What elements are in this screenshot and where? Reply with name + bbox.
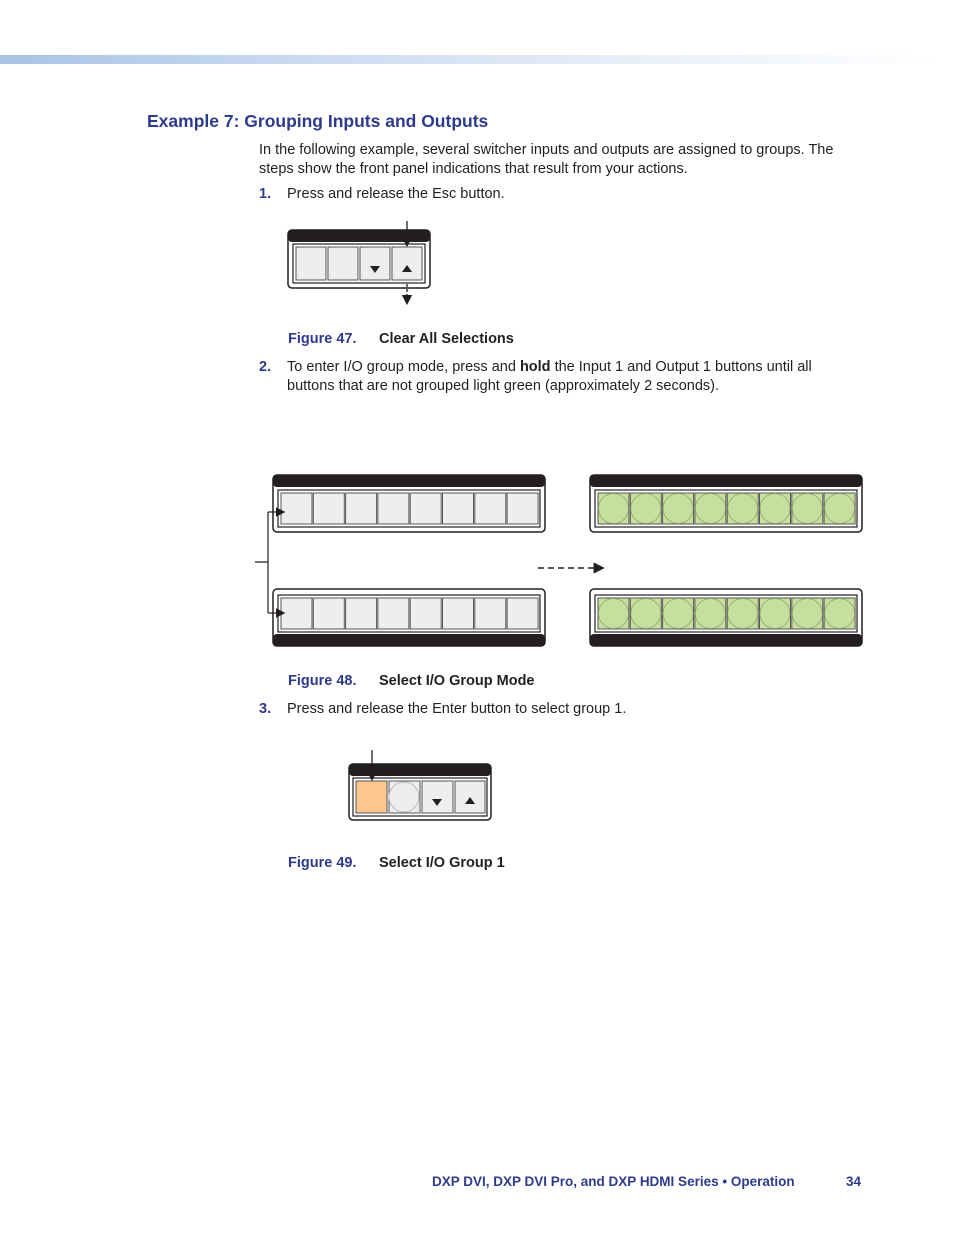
- panel-button: [313, 493, 344, 524]
- panel-button: [507, 493, 538, 524]
- panel-top-strip: [288, 230, 430, 242]
- panel-button: [378, 598, 409, 629]
- panel-button: [281, 598, 312, 629]
- intro-paragraph: In the following example, several switcher inputs and outputs are assigned to groups. The steps show the front panel indications that result from your actions.: [259, 142, 834, 177]
- panel-button: [328, 247, 358, 280]
- panel-button: [410, 493, 441, 524]
- page-footer: DXP DVI, DXP DVI Pro, and DXP HDMI Series • Operation: [432, 1174, 795, 1189]
- figure-title: Clear All Selections: [379, 331, 514, 347]
- panel-button: [410, 598, 441, 629]
- panel-top-strip: [349, 764, 491, 776]
- step-text: Press and release the Enter button to select group 1.: [287, 701, 627, 717]
- up-esc-button: [392, 247, 422, 280]
- figure-49-caption: [288, 855, 505, 871]
- step-text: To enter I/O group mode, press and hold the Input 1 and Output 1 buttons until all buttons that are not grouped light green (approximately 2 seconds).: [287, 359, 812, 394]
- panel-button: [443, 493, 474, 524]
- panel-button: [296, 247, 326, 280]
- panel-button: [346, 598, 377, 629]
- figure-title: Select I/O Group 1: [379, 855, 505, 871]
- panel-strip: [273, 634, 545, 646]
- figure-title: Select I/O Group Mode: [379, 673, 535, 689]
- enter-button-lit: [356, 781, 387, 813]
- panel-button: [281, 493, 312, 524]
- figure-48-caption: [288, 673, 535, 689]
- panel-button: [475, 493, 506, 524]
- step-number: 3.: [259, 701, 272, 717]
- panel-button: [475, 598, 506, 629]
- step-number: 1.: [259, 186, 272, 202]
- panel-button: [378, 493, 409, 524]
- figure-number: Figure 48.: [288, 673, 357, 689]
- output-buttons-before: [273, 589, 545, 646]
- figure-47-caption: [288, 331, 514, 347]
- panel-button: [346, 493, 377, 524]
- panel-strip: [590, 634, 862, 646]
- figure-49-enter-panel: [340, 748, 500, 828]
- panel-button: [443, 598, 474, 629]
- input-buttons-before: [273, 475, 545, 532]
- section-heading: Example 7: Grouping Inputs and Outputs: [147, 111, 489, 131]
- figure-number: Figure 47.: [288, 331, 357, 347]
- panel-button: [313, 598, 344, 629]
- figure-47-esc-panel: [280, 220, 440, 310]
- step-number: 2.: [259, 359, 272, 375]
- header-gradient-bar: [0, 55, 940, 64]
- input-buttons-green: [590, 475, 862, 532]
- panel-strip: [273, 475, 545, 487]
- step-text: Press and release the Esc button.: [287, 186, 505, 202]
- down-button: [422, 781, 453, 813]
- page-number: 34: [846, 1174, 862, 1189]
- figure-48-group-mode-panels: [250, 465, 870, 655]
- panel-strip: [590, 475, 862, 487]
- panel-button: [507, 598, 538, 629]
- figure-number: Figure 49.: [288, 855, 357, 871]
- down-button: [360, 247, 390, 280]
- output-buttons-green: [590, 589, 862, 646]
